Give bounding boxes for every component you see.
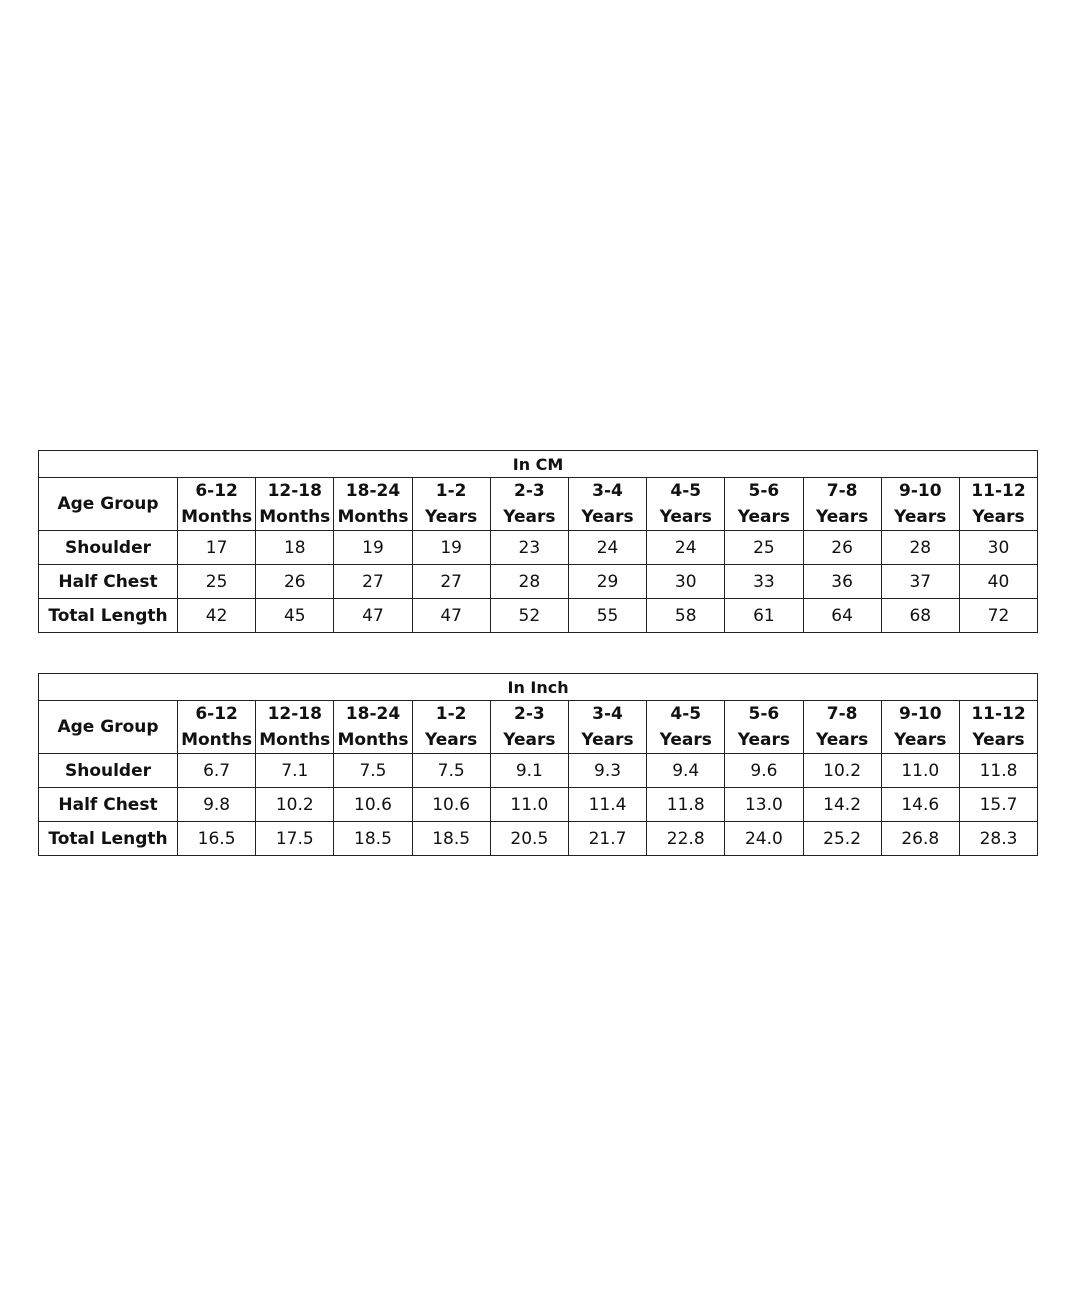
column-header xyxy=(412,701,490,754)
table-cell: 40 xyxy=(959,565,1037,599)
table-row xyxy=(39,565,1038,599)
age-unit: Years xyxy=(894,730,947,750)
age-unit: Years xyxy=(425,507,478,527)
age-unit: Months xyxy=(259,730,331,750)
column-header xyxy=(256,478,334,531)
column-header xyxy=(647,478,725,531)
table-title: In CM xyxy=(39,451,1038,478)
table-cell: 68 xyxy=(881,599,959,633)
table-cell: 7.5 xyxy=(412,754,490,788)
table-cell: 58 xyxy=(647,599,725,633)
table-cell: 10.2 xyxy=(803,754,881,788)
table-cell: 24 xyxy=(568,531,646,565)
table-cell: 25 xyxy=(725,531,803,565)
age-unit: Months xyxy=(337,507,409,527)
table-cell: 36 xyxy=(803,565,881,599)
table-cell: 19 xyxy=(412,531,490,565)
age-range: 7-8 xyxy=(826,481,858,501)
table-cell: 20.5 xyxy=(490,822,568,856)
column-header xyxy=(334,701,412,754)
table-cell: 28 xyxy=(881,531,959,565)
table-cell: 22.8 xyxy=(647,822,725,856)
table-title: In Inch xyxy=(39,674,1038,701)
column-header xyxy=(647,701,725,754)
table-cell: 33 xyxy=(725,565,803,599)
table-cell: 18.5 xyxy=(412,822,490,856)
column-header xyxy=(725,478,803,531)
table-cell: 55 xyxy=(568,599,646,633)
age-range: 11-12 xyxy=(971,481,1026,501)
age-range: 7-8 xyxy=(826,704,858,724)
age-range: 4-5 xyxy=(670,704,702,724)
age-range: 1-2 xyxy=(435,704,467,724)
age-range: 4-5 xyxy=(670,481,702,501)
age-group-header: Age Group xyxy=(39,701,178,754)
table-cell: 17.5 xyxy=(256,822,334,856)
age-range: 3-4 xyxy=(592,481,623,501)
column-header xyxy=(568,701,646,754)
column-header xyxy=(490,701,568,754)
table-cell: 52 xyxy=(490,599,568,633)
table-cell: 72 xyxy=(959,599,1037,633)
age-unit: Years xyxy=(737,730,791,750)
table-cell: 10.2 xyxy=(256,788,334,822)
table-cell: 47 xyxy=(334,599,412,633)
table-cell: 11.0 xyxy=(881,754,959,788)
table-cell: 10.6 xyxy=(412,788,490,822)
size-chart-inch-table xyxy=(38,673,1038,856)
table-cell: 42 xyxy=(178,599,256,633)
table-cell: 14.6 xyxy=(881,788,959,822)
age-range: 5-6 xyxy=(748,704,780,724)
table-row xyxy=(39,788,1038,822)
table-cell: 11.8 xyxy=(647,788,725,822)
age-unit: Years xyxy=(503,507,556,527)
table-cell: 17 xyxy=(178,531,256,565)
table-cell: 7.1 xyxy=(256,754,334,788)
age-unit: Months xyxy=(181,730,253,750)
table-row xyxy=(39,822,1038,856)
table-cell: 28.3 xyxy=(959,822,1037,856)
age-range: 9-10 xyxy=(899,481,942,501)
row-label: Shoulder xyxy=(39,754,178,788)
size-chart-cm-table xyxy=(38,450,1038,633)
table-cell: 11.0 xyxy=(490,788,568,822)
column-header xyxy=(490,478,568,531)
table-cell: 64 xyxy=(803,599,881,633)
age-range: 6-12 xyxy=(195,704,238,724)
table-cell: 11.4 xyxy=(568,788,646,822)
column-header xyxy=(959,478,1037,531)
column-header xyxy=(881,478,959,531)
table-cell: 24.0 xyxy=(725,822,803,856)
table-cell: 16.5 xyxy=(178,822,256,856)
age-range: 3-4 xyxy=(592,704,623,724)
age-unit: Years xyxy=(425,730,478,750)
table-cell: 26 xyxy=(256,565,334,599)
table-cell: 9.4 xyxy=(647,754,725,788)
column-header xyxy=(178,478,256,531)
table-cell: 13.0 xyxy=(725,788,803,822)
column-header xyxy=(334,478,412,531)
row-label: Half Chest xyxy=(39,565,178,599)
age-unit: Years xyxy=(503,730,556,750)
age-unit: Months xyxy=(259,507,331,527)
table-cell: 14.2 xyxy=(803,788,881,822)
table-cell: 9.1 xyxy=(490,754,568,788)
table-cell: 9.3 xyxy=(568,754,646,788)
age-range: 2-3 xyxy=(513,704,545,724)
table-cell: 24 xyxy=(647,531,725,565)
table-row xyxy=(39,754,1038,788)
table-cell: 11.8 xyxy=(959,754,1037,788)
table-cell: 27 xyxy=(412,565,490,599)
row-label: Total Length xyxy=(39,822,178,856)
table-cell: 30 xyxy=(959,531,1037,565)
age-range: 11-12 xyxy=(971,704,1026,724)
age-unit: Years xyxy=(659,730,712,750)
table-cell: 18 xyxy=(256,531,334,565)
table-cell: 37 xyxy=(881,565,959,599)
column-header xyxy=(256,701,334,754)
column-header xyxy=(881,701,959,754)
column-header xyxy=(412,478,490,531)
row-label: Total Length xyxy=(39,599,178,633)
age-range: 5-6 xyxy=(748,481,780,501)
table-cell: 25.2 xyxy=(803,822,881,856)
age-unit: Years xyxy=(972,730,1025,750)
table-cell: 47 xyxy=(412,599,490,633)
age-range: 12-18 xyxy=(267,704,322,724)
age-unit: Years xyxy=(659,507,712,527)
table-row xyxy=(39,531,1038,565)
age-unit: Years xyxy=(737,507,791,527)
table-row xyxy=(39,599,1038,633)
age-range: 18-24 xyxy=(345,481,401,501)
column-header xyxy=(178,701,256,754)
table-cell: 26.8 xyxy=(881,822,959,856)
age-range: 2-3 xyxy=(513,481,545,501)
age-group-header: Age Group xyxy=(39,478,178,531)
table-cell: 25 xyxy=(178,565,256,599)
column-header xyxy=(568,478,646,531)
table-cell: 7.5 xyxy=(334,754,412,788)
table-cell: 30 xyxy=(647,565,725,599)
age-unit: Months xyxy=(181,507,253,527)
table-cell: 23 xyxy=(490,531,568,565)
age-unit: Years xyxy=(581,507,634,527)
age-range: 6-12 xyxy=(195,481,238,501)
row-label: Shoulder xyxy=(39,531,178,565)
table-cell: 29 xyxy=(568,565,646,599)
age-range: 12-18 xyxy=(267,481,322,501)
column-header xyxy=(959,701,1037,754)
age-unit: Years xyxy=(894,507,947,527)
age-range: 18-24 xyxy=(345,704,401,724)
table-cell: 6.7 xyxy=(178,754,256,788)
age-range: 1-2 xyxy=(435,481,467,501)
column-header xyxy=(803,478,881,531)
table-cell: 45 xyxy=(256,599,334,633)
table-cell: 18.5 xyxy=(334,822,412,856)
age-range: 9-10 xyxy=(899,704,942,724)
table-cell: 21.7 xyxy=(568,822,646,856)
table-cell: 27 xyxy=(334,565,412,599)
age-unit: Years xyxy=(581,730,634,750)
table-cell: 9.6 xyxy=(725,754,803,788)
age-unit: Years xyxy=(815,507,869,527)
table-cell: 19 xyxy=(334,531,412,565)
table-cell: 61 xyxy=(725,599,803,633)
table-cell: 10.6 xyxy=(334,788,412,822)
age-unit: Years xyxy=(972,507,1025,527)
column-header xyxy=(803,701,881,754)
column-header xyxy=(725,701,803,754)
age-unit: Years xyxy=(815,730,869,750)
table-cell: 15.7 xyxy=(959,788,1037,822)
table-cell: 9.8 xyxy=(178,788,256,822)
table-cell: 28 xyxy=(490,565,568,599)
row-label: Half Chest xyxy=(39,788,178,822)
table-cell: 26 xyxy=(803,531,881,565)
age-unit: Months xyxy=(337,730,409,750)
